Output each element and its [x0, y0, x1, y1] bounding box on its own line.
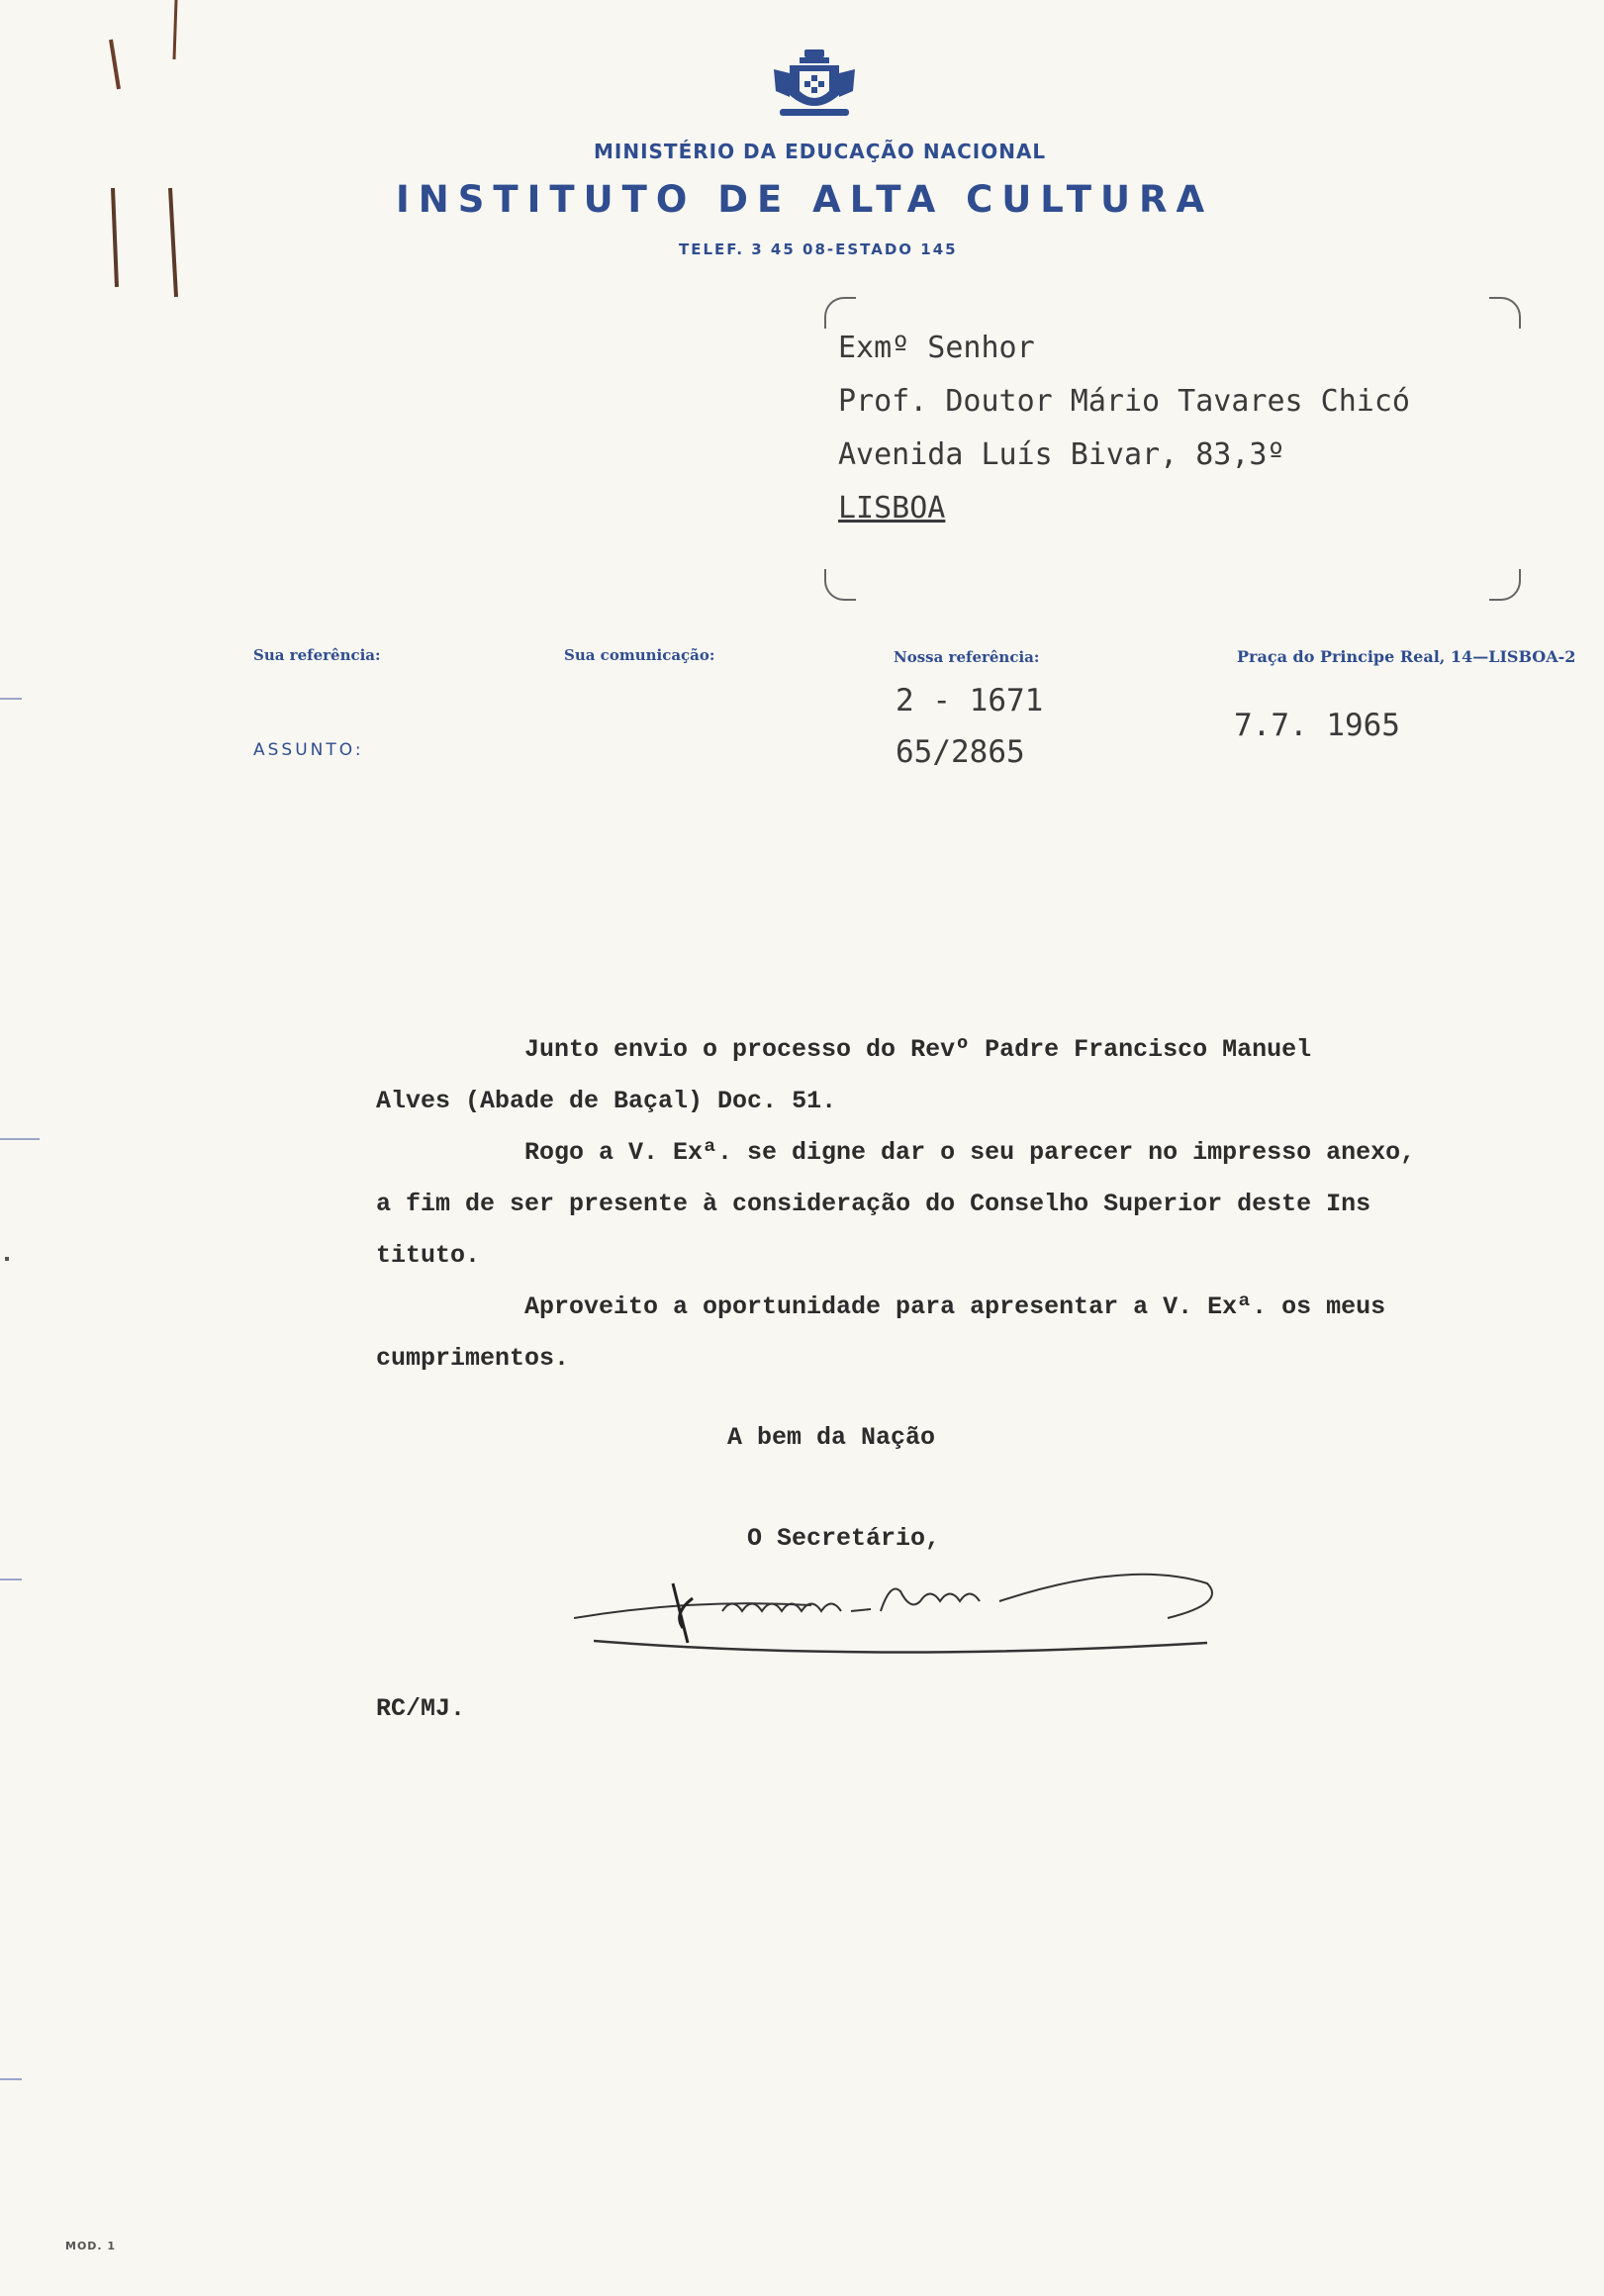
institute-address: Praça do Principe Real, 14—LISBOA-2	[1237, 647, 1576, 666]
letter-date: 7.7. 1965	[1234, 708, 1400, 743]
phone-line: TELEF. 3 45 08-ESTADO 145	[679, 240, 958, 258]
body-line: cumprimentos.	[376, 1344, 570, 1373]
closing-salutation: A bem da Nação	[727, 1423, 936, 1452]
form-number: MOD. 1	[65, 2240, 117, 2252]
body-line: Alves (Abade de Baçal) Doc. 51.	[376, 1087, 837, 1115]
margin-mark	[0, 2078, 22, 2080]
nossa-referencia-label: Nossa referência:	[894, 648, 1040, 666]
assunto-label: ASSUNTO:	[253, 740, 364, 760]
body-paragraph-1	[376, 1024, 1514, 1127]
body-line: Junto envio o processo do Revº Padre Francisco Manuel	[524, 1035, 1312, 1064]
body-paragraph-3	[376, 1282, 1514, 1385]
address-bracket-bl	[824, 569, 856, 601]
margin-mark	[0, 1578, 22, 1580]
letter-body	[376, 1024, 1514, 1385]
body-line: a fim de ser presente à consideração do Conselho Superior deste Ins	[376, 1190, 1371, 1218]
body-paragraph-2	[376, 1127, 1514, 1282]
body-line: Aproveito a oportunidade para apresentar a V. Exª. os meus	[524, 1292, 1386, 1321]
body-line: Rogo a V. Exª. se digne dar o seu parecer no impresso anexo,	[524, 1138, 1416, 1167]
typist-initials: RC/MJ.	[376, 1694, 466, 1723]
recipient-street: Avenida Luís Bivar, 83,3º	[838, 437, 1285, 472]
institute-name: INSTITUTO DE ALTA CULTURA	[396, 178, 1214, 221]
reference-number-2: 65/2865	[896, 734, 1025, 770]
recipient-salutation: Exmº Senhor	[838, 331, 1035, 365]
margin-mark	[0, 698, 22, 700]
sua-referencia-label: Sua referência:	[253, 646, 381, 664]
address-bracket-br	[1489, 569, 1521, 601]
secretary-title: O Secretário,	[747, 1524, 941, 1553]
coat-of-arms-emblem	[770, 48, 859, 121]
sua-comunicacao-label: Sua comunicação:	[564, 646, 715, 664]
margin-mark	[0, 1138, 40, 1140]
recipient-block	[838, 322, 1410, 535]
pen-marks	[99, 0, 198, 307]
handwritten-signature	[574, 1544, 1227, 1673]
margin-dot	[5, 1257, 9, 1261]
ministry-name: MINISTÉRIO DA EDUCAÇÃO NACIONAL	[594, 140, 1047, 163]
body-line: tituto.	[376, 1241, 481, 1270]
recipient-name: Prof. Doutor Mário Tavares Chicó	[838, 384, 1410, 419]
recipient-city: LISBOA	[838, 491, 946, 526]
address-bracket-tr	[1489, 297, 1521, 329]
reference-number-1: 2 - 1671	[896, 683, 1044, 718]
